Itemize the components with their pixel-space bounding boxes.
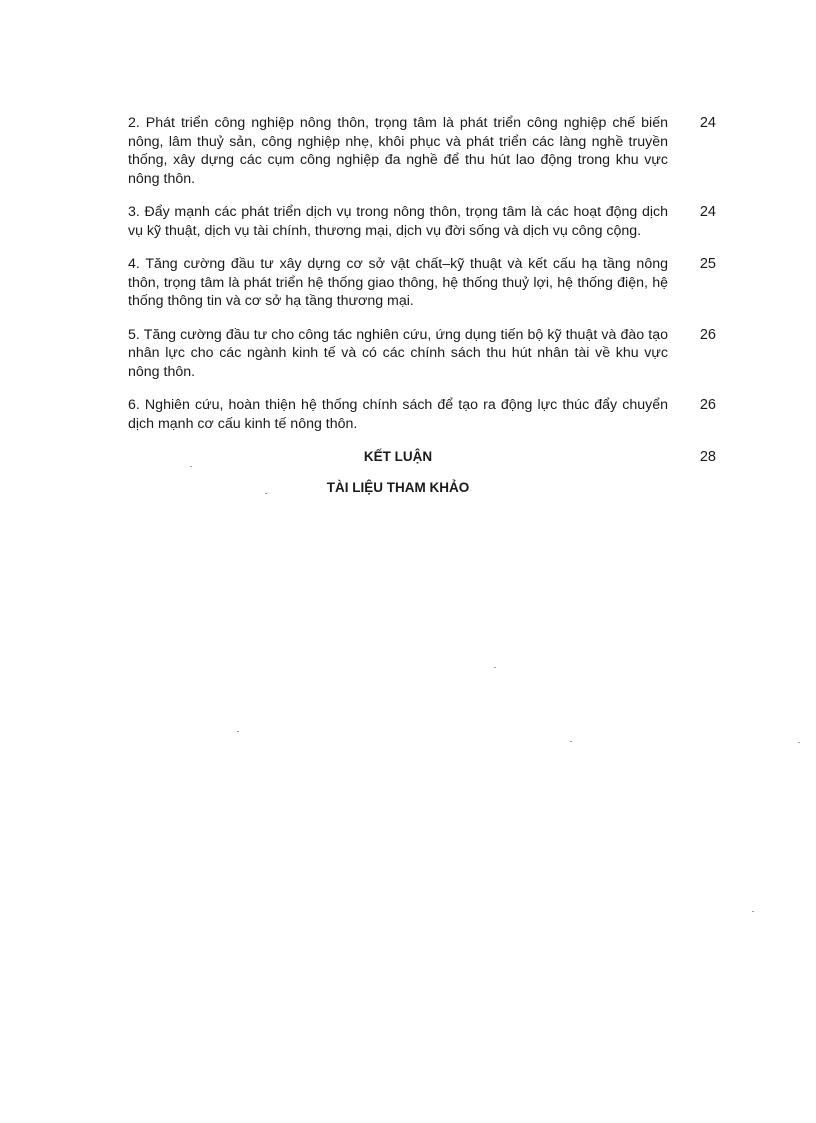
- toc-entry-6: [128, 396, 728, 433]
- toc-entry-2: [128, 114, 728, 188]
- toc-entry-text: 3. Đẩy mạnh các phát triển dịch vụ trong nông thôn, trọng tâm là các hoạt động dịch vụ kỹ thuật, dịch vụ tài chính, thương mại, dịch vụ đời sống và dịch vụ công cộng.: [128, 204, 668, 239]
- conclusion-heading: KẾT LUẬN: [363, 449, 433, 464]
- toc-entry-page-number: 26: [699, 397, 716, 413]
- scan-speck: [237, 731, 239, 732]
- toc-entry-text: 6. Nghiên cứu, hoàn thiện hệ thống chính sách để tạo ra động lực thúc đẩy chuyển dịch mạnh cơ cấu kinh tế nông thôn.: [128, 397, 668, 432]
- toc-references: [128, 479, 728, 497]
- scan-speck: [265, 493, 267, 494]
- conclusion-page-number: 28: [699, 449, 716, 465]
- scan-speck: [798, 742, 800, 743]
- toc-entry-page-number: 24: [699, 204, 716, 220]
- toc-entry-5: [128, 326, 728, 382]
- toc-entry-text: 2. Phát triển công nghiệp nông thôn, trọng tâm là phát triển công nghiệp chế biến nông, lâm thuỷ sản, công nghiệp nhẹ, khôi phục và phát triển các làng nghề truyền thống, xây dựng các cụm công nghiệp đa nghề để thu hút lao động trong khu vực nông thôn.: [128, 115, 668, 187]
- toc-entry-4: [128, 255, 728, 311]
- scan-speck: [494, 667, 496, 668]
- toc-entry-text: 5. Tăng cường đầu tư cho công tác nghiên cứu, ứng dụng tiến bộ kỹ thuật và đào tạo nhân lực cho các ngành kinh tế và có các chính sách thu hút nhân tài về khu vực nông thôn.: [128, 326, 668, 380]
- toc-entry-page-number: 25: [699, 256, 716, 272]
- scan-speck: [752, 911, 754, 912]
- references-heading: TÀI LIỆU THAM KHẢO: [326, 479, 470, 495]
- scan-speck: [570, 741, 572, 742]
- toc-conclusion: [128, 448, 728, 467]
- table-of-contents: [128, 114, 728, 509]
- toc-entry-page-number: 26: [699, 326, 716, 343]
- toc-entry-page-number: 24: [699, 115, 716, 131]
- scan-speck: [190, 466, 192, 467]
- toc-entry-3: [128, 203, 728, 240]
- toc-entry-text: 4. Tăng cường đầu tư xây dựng cơ sở vật chất–kỹ thuật và kết cấu hạ tầng nông thôn, trọng tâm là phát triển hệ thống giao thông, hệ thống thuỷ lợi, hệ thống điện, hệ thống thông tin và cơ sở hạ tầng thương mại.: [128, 256, 668, 309]
